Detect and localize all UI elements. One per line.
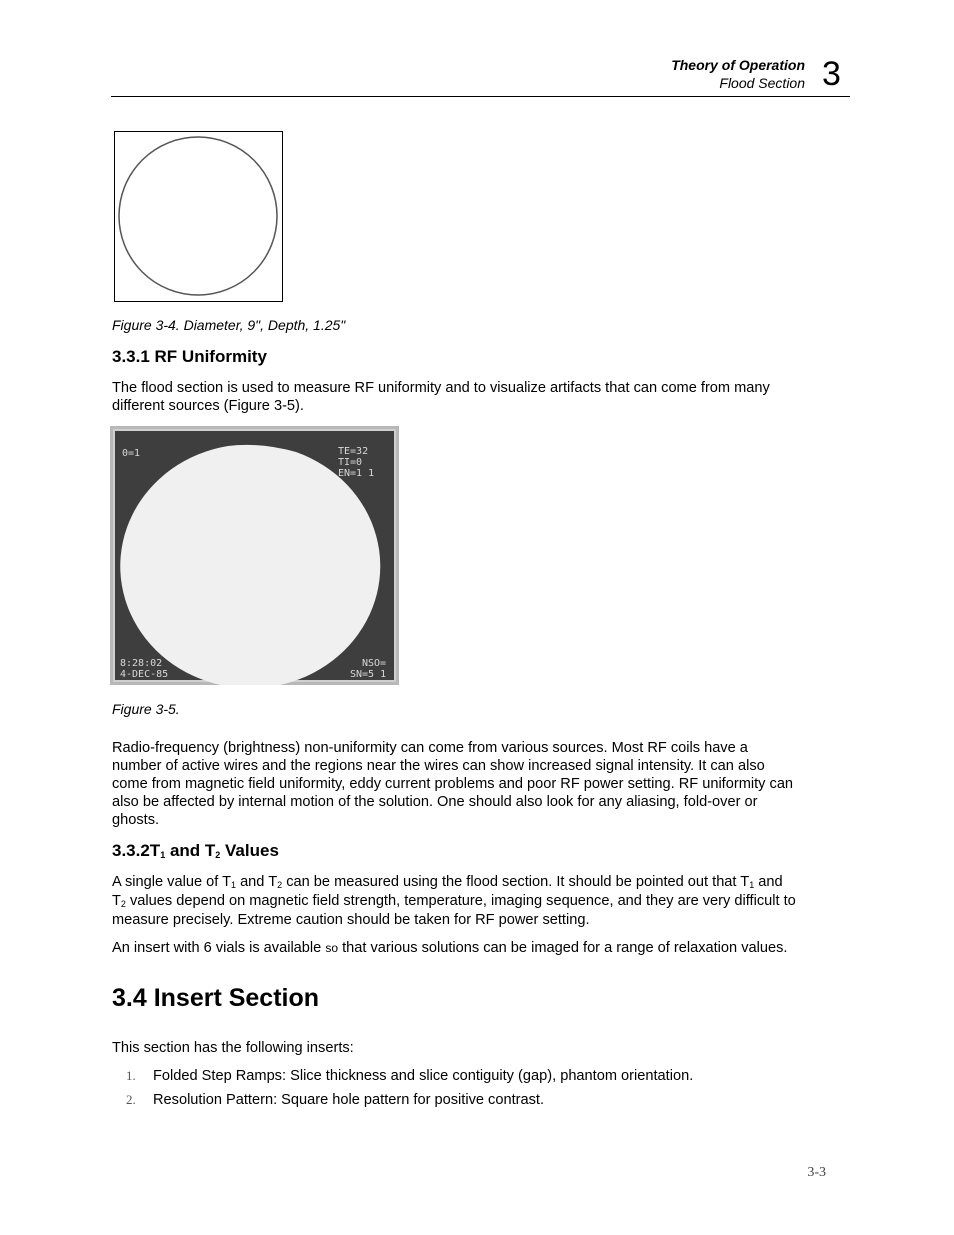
overlay-top-left: 0=1 [122,448,141,459]
page-number: 3-3 [807,1165,826,1180]
overlay-nso: NSO= [362,658,387,669]
overlay-date: 4-DEC-85 [120,669,169,680]
overlay-ti: TI=0 [338,457,363,468]
overlay-sn: SN=5 1 [350,669,387,680]
circle-outline-graphic [115,132,281,300]
overlay-time: 8:28:02 [120,658,163,669]
list-text: Folded Step Ramps: Slice thickness and slice contiguity (gap), phantom orientation. [153,1068,694,1084]
list-item [112,1067,852,1085]
list-item [112,1091,852,1109]
running-header-title: Theory of Operation [671,57,805,73]
list-number: 2. [126,1092,136,1107]
running-header-subtitle: Flood Section [719,75,805,91]
paragraph-rf-nonuniformity: Radio-frequency (brightness) non-uniformity can come from various sources. Most RF coils have a number of active wires and the regions near the wires can show increased signal intensity. It can also come from magnetic field uniformity, eddy current problems and poor RF power setting. RF uniformity can also be affected by internal motion of the solution. One should also look for any aliasing, fold-over or ghosts. [112,740,794,828]
figure-3-5-scan-image [110,426,399,685]
figure-3-5-caption: Figure 3-5. [112,701,180,717]
figure-3-4-diagram [114,131,283,302]
paragraph-vials: An insert with 6 vials is available so that various solutions can be imaged for a range of relaxation values. [112,940,788,956]
overlay-te: TE=32 [338,446,369,457]
heading-insert-section: 3.4 Insert Section [112,984,320,1012]
list-text: Resolution Pattern: Square hole pattern for positive contrast. [153,1092,545,1108]
paragraph-flood-section: The flood section is used to measure RF uniformity and to visualize artifacts that can come from many different sources (Figure 3-5). [112,380,770,414]
header-rule [111,96,850,97]
overlay-en: EN=1 1 [338,468,375,479]
heading-t1-t2-values: $3.3.2T_1$ and $T_2$ Values [112,841,279,860]
paragraph-inserts-intro: This section has the following inserts: [112,1040,354,1056]
list-number: 1. [126,1068,136,1083]
paragraph-t1-t2: A single value of $T_1$ and $T_2$ can be measured using the flood section. It should be pointed out that $T_1$ and $T_2$ values depend on magnetic field strength, temperature, imaging sequence, and they are very difficult to measure precisely. Extreme caution should be taken for RF power setting. [112,874,796,928]
figure-3-4-caption: Figure 3-4. Diameter, 9", Depth, 1.25" [112,317,346,333]
chapter-number: 3 [822,55,841,93]
heading-rf-uniformity: 3.3.1 RF Uniformity [112,347,267,366]
